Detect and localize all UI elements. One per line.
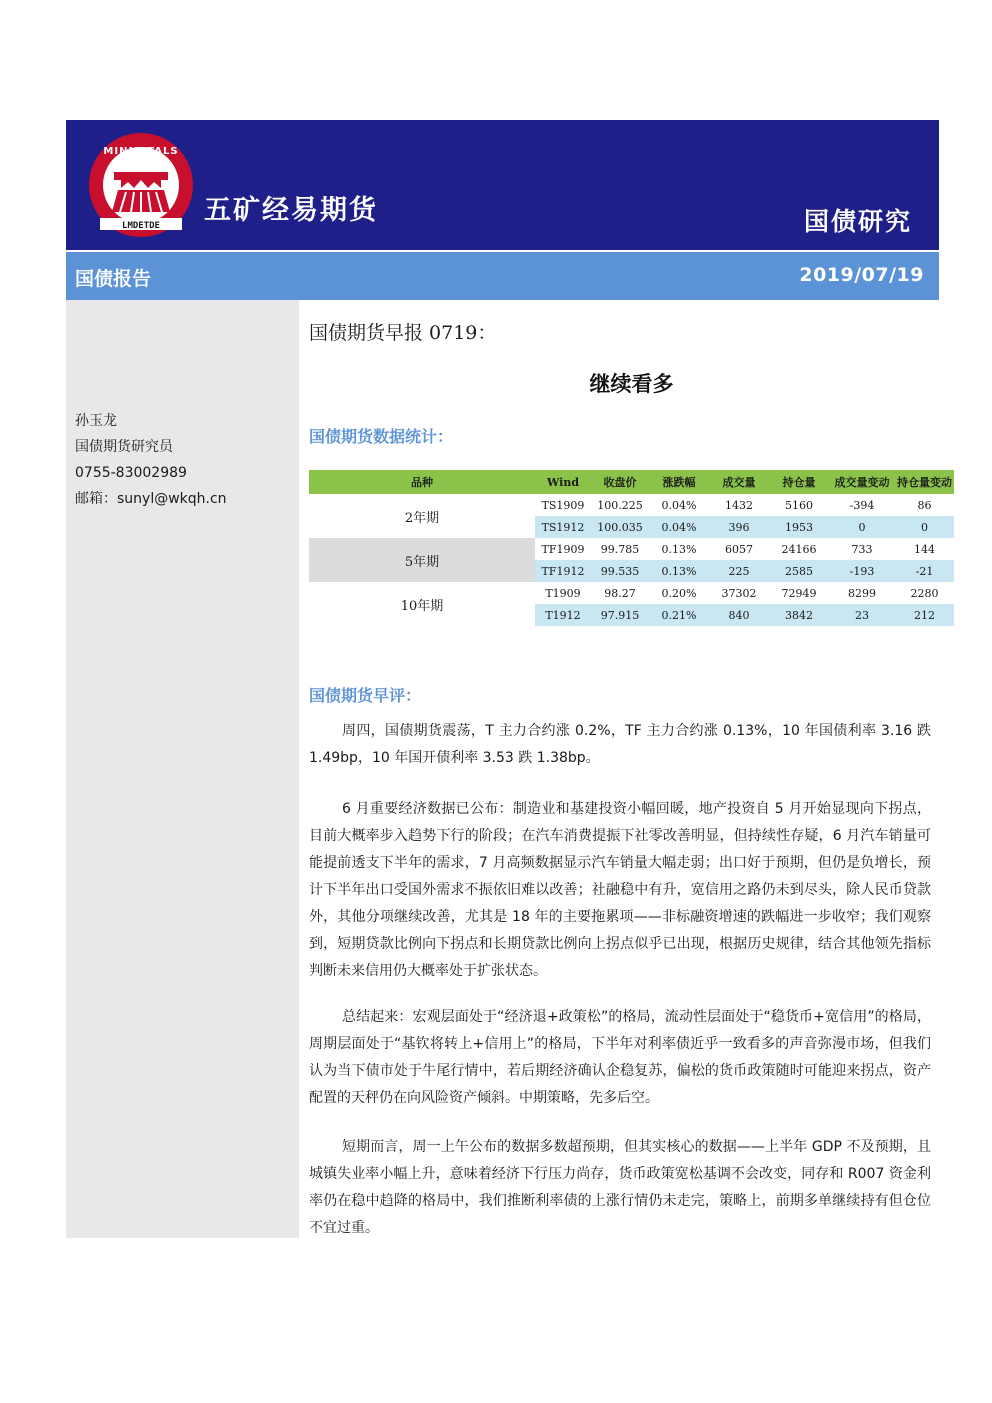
table-cell: -193 bbox=[829, 560, 895, 582]
table-cell: 24166 bbox=[769, 538, 829, 560]
table-cell: 0.20% bbox=[649, 582, 709, 604]
column-header: Wind bbox=[535, 470, 591, 494]
table-cell: 0.04% bbox=[649, 494, 709, 516]
report-type: 国债报告 bbox=[75, 268, 152, 290]
author-info bbox=[75, 408, 227, 512]
group-label: 5年期 bbox=[309, 538, 535, 582]
logo-top-text: MINMETALS bbox=[103, 146, 179, 157]
column-header: 持仓量变动 bbox=[895, 470, 954, 494]
table-cell: 72949 bbox=[769, 582, 829, 604]
report-category: 国债研究 bbox=[803, 207, 912, 236]
table-row bbox=[309, 582, 954, 604]
table-cell: 0 bbox=[829, 516, 895, 538]
author-name: 孙玉龙 bbox=[75, 413, 117, 429]
table-cell: 0.04% bbox=[649, 516, 709, 538]
stats-section-title: 国债期货数据统计： bbox=[309, 427, 454, 446]
table-cell: -394 bbox=[829, 494, 895, 516]
comment-section-title: 国债期货早评： bbox=[309, 686, 422, 705]
table-cell: 6057 bbox=[709, 538, 769, 560]
column-header: 持仓量 bbox=[769, 470, 829, 494]
author-phone: 0755-83002989 bbox=[75, 465, 187, 481]
paragraph: 6 月重要经济数据已公布：制造业和基建投资小幅回暖，地产投资自 5 月开始显现向下拐点，目前大概率步入趋势下行的阶段；在汽车消费提振下社零改善明显，但持续性存疑，6 月汽车销量可能提前透支下半年的需求，7 月高频数据显示汽车销量大幅走弱；出口好于预期，但仍是负增长，预计下半年出口受国外需求不振依旧难以改善；社融稳中有升，宽信用之路仍未到尽头，除人民币贷款外，其他分项继续改善，尤其是 18 年的主要拖累项——非标融资增速的跌幅进一步收窄；我们观察到，短期贷款比例向下拐点和长期贷款比例向上拐点似乎已出现，根据历史规律，结合其他领先指标判断未来信用仍大概率处于扩张状态。 bbox=[309, 801, 931, 979]
column-header: 成交量变动 bbox=[829, 470, 895, 494]
table-cell: 2585 bbox=[769, 560, 829, 582]
column-header: 涨跌幅 bbox=[649, 470, 709, 494]
table-cell: 1432 bbox=[709, 494, 769, 516]
paragraph: 周四，国债期货震荡，T 主力合约涨 0.2%，TF 主力合约涨 0.13%，10 年国债利率 3.16 跌 1.49bp，10 年国开债利率 3.53 跌 1.38bp。 bbox=[309, 723, 931, 766]
table-cell: 0.13% bbox=[649, 560, 709, 582]
table-cell: 733 bbox=[829, 538, 895, 560]
table-row bbox=[309, 494, 954, 516]
paragraph: 短期而言，周一上午公布的数据多数超预期，但其实核心的数据——上半年 GDP 不及预期，且城镇失业率小幅上升，意味着经济下行压力尚存，货币政策宽松基调不会改变，同存和 R007 资金利率仍在稳中趋降的格局中，我们推断利率债的上涨行情仍未走完，策略上，前期多单继续持有但仓位不宜过重。 bbox=[309, 1139, 931, 1236]
table-cell: 0 bbox=[895, 516, 954, 538]
table-cell: 97.915 bbox=[591, 604, 649, 626]
futures-data-table bbox=[309, 470, 954, 626]
company-name: 五矿经易期货 bbox=[204, 195, 378, 226]
author-title: 国债期货研究员 bbox=[75, 439, 173, 455]
table-cell: 840 bbox=[709, 604, 769, 626]
table-cell: 225 bbox=[709, 560, 769, 582]
table-cell: T1909 bbox=[535, 582, 591, 604]
table-cell: 212 bbox=[895, 604, 954, 626]
table-cell: 86 bbox=[895, 494, 954, 516]
table-cell: TS1909 bbox=[535, 494, 591, 516]
logo-bottom-text: LMDETDE bbox=[122, 221, 160, 231]
report-date: 2019/07/19 bbox=[799, 264, 924, 286]
table-cell: 98.27 bbox=[591, 582, 649, 604]
table-cell: 99.535 bbox=[591, 560, 649, 582]
author-sidebar bbox=[66, 300, 299, 1238]
column-header: 品种 bbox=[309, 470, 535, 494]
group-label: 2年期 bbox=[309, 494, 535, 538]
minmetals-logo bbox=[88, 132, 194, 238]
group-label: 10年期 bbox=[309, 582, 535, 626]
table-cell: 8299 bbox=[829, 582, 895, 604]
table-cell: 100.225 bbox=[591, 494, 649, 516]
table-cell: TF1909 bbox=[535, 538, 591, 560]
table-cell: TS1912 bbox=[535, 516, 591, 538]
table-cell: T1912 bbox=[535, 604, 591, 626]
table-cell: 144 bbox=[895, 538, 954, 560]
table-cell: 37302 bbox=[709, 582, 769, 604]
table-cell: 396 bbox=[709, 516, 769, 538]
author-email: 邮箱：sunyl@wkqh.cn bbox=[75, 491, 227, 507]
page-header bbox=[66, 120, 939, 250]
table-row bbox=[309, 538, 954, 560]
table-cell: 99.785 bbox=[591, 538, 649, 560]
table-cell: 0.13% bbox=[649, 538, 709, 560]
table-cell: 0.21% bbox=[649, 604, 709, 626]
table-cell: 100.035 bbox=[591, 516, 649, 538]
table-cell: TF1912 bbox=[535, 560, 591, 582]
column-header: 收盘价 bbox=[591, 470, 649, 494]
table-cell: 1953 bbox=[769, 516, 829, 538]
report-title: 国债期货早报 0719： bbox=[309, 322, 497, 344]
table-cell: -21 bbox=[895, 560, 954, 582]
column-header: 成交量 bbox=[709, 470, 769, 494]
paragraph: 总结起来：宏观层面处于“经济退+政策松”的格局，流动性层面处于“稳货币+宽信用”的格局，周期层面处于“基钦将转上+信用上”的格局，下半年对利率债近乎一致看多的声音弥漫市场，但我们认为当下债市处于牛尾行情中，若后期经济确认企稳复苏，偏松的货币政策随时可能迎来拐点，资产配置的天秤仍在向风险资产倾斜。中期策略，先多后空。 bbox=[309, 1009, 931, 1106]
headline: 继续看多 bbox=[589, 372, 674, 396]
table-cell: 23 bbox=[829, 604, 895, 626]
table-cell: 5160 bbox=[769, 494, 829, 516]
table-cell: 3842 bbox=[769, 604, 829, 626]
report-subbar bbox=[66, 252, 939, 300]
table-cell: 2280 bbox=[895, 582, 954, 604]
table-header-row bbox=[309, 470, 954, 494]
